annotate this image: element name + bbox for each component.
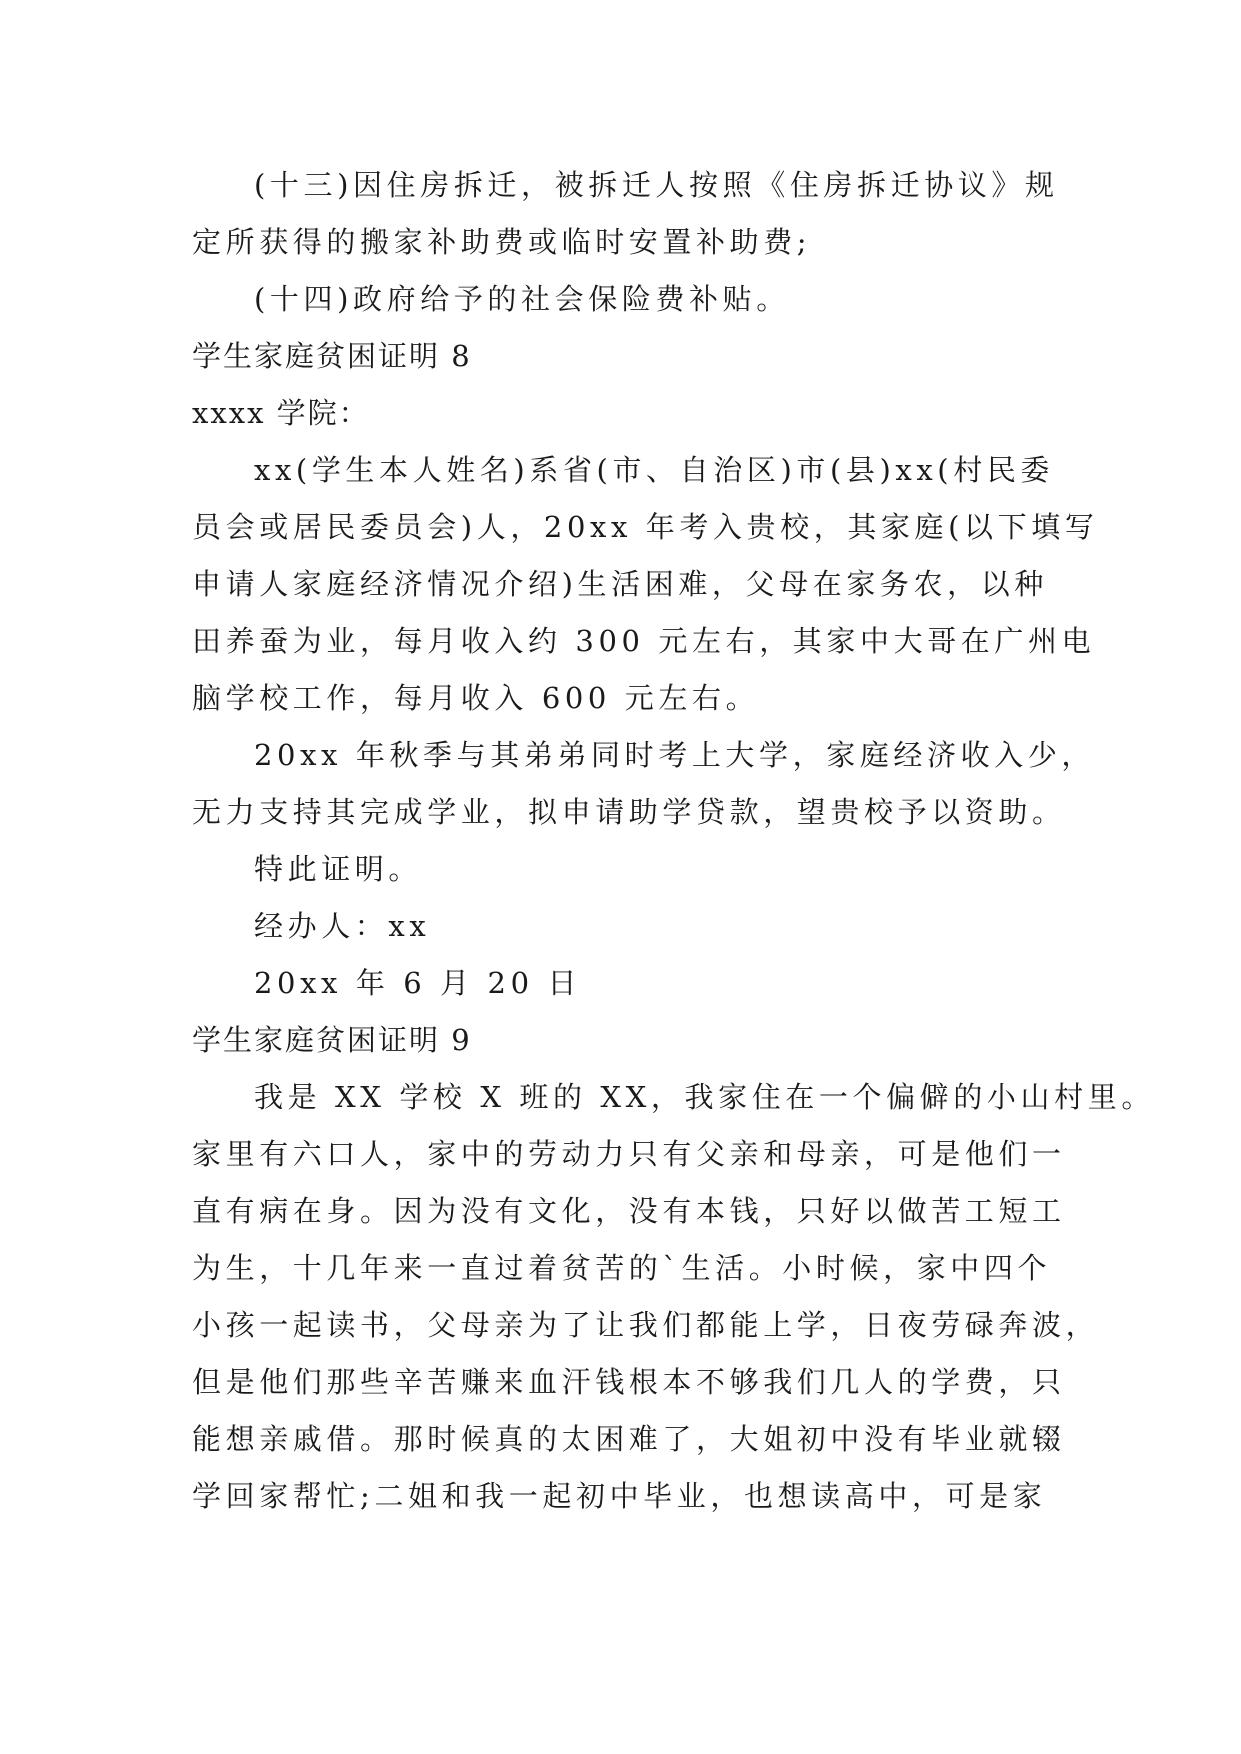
paragraph-line: 家里有六口人，家中的劳动力只有父亲和母亲，可是他们一	[192, 1137, 1066, 1171]
paragraph-line: 20xx 年秋季与其弟弟同时考上大学，家庭经济收入少，	[254, 738, 1096, 772]
paragraph-line: 申请人家庭经济情况介绍)生活困难，父母在家务农，以种	[192, 567, 1048, 601]
paragraph-line: 定所获得的搬家补助费或临时安置补助费;	[192, 225, 812, 259]
paragraph-line: 学回家帮忙;二姐和我一起初中毕业，也想读高中，可是家	[192, 1479, 1047, 1513]
closing-line: 特此证明。	[254, 852, 423, 886]
paragraph-line: 为生，十几年来一直过着贫苦的`生活。小时候，家中四个	[192, 1251, 1052, 1285]
paragraph-line: 但是他们那些辛苦赚来血汗钱根本不够我们几人的学费，只	[192, 1365, 1066, 1399]
paragraph-line: 小孩一起读书，父母亲为了让我们都能上学，日夜劳碌奔波，	[192, 1308, 1100, 1342]
paragraph-line: 我是 XX 学校 X 班的 XX，我家住在一个偏僻的小山村里。	[254, 1080, 1155, 1114]
paragraph-line: 脑学校工作，每月收入 600 元左右。	[192, 681, 760, 715]
salutation: xxxx 学院：	[192, 396, 370, 430]
paragraph-line: 直有病在身。因为没有文化，没有本钱，只好以做苦工短工	[192, 1194, 1066, 1228]
date-line: 20xx 年 6 月 20 日	[254, 966, 582, 1000]
signatory-line: 经办人：xx	[254, 909, 431, 943]
paragraph-line: 能想亲戚借。那时候真的太困难了，大姐初中没有毕业就辍	[192, 1422, 1066, 1456]
paragraph-line: 无力支持其完成学业，拟申请助学贷款，望贵校予以资助。	[192, 795, 1066, 829]
paragraph-line: (十四)政府给予的社会保险费补贴。	[254, 282, 790, 316]
section-heading: 学生家庭贫困证明 8	[192, 339, 472, 373]
paragraph-line: 员会或居民委员会)人，20xx 年考入贵校，其家庭(以下填写	[192, 510, 1099, 544]
paragraph-line: (十三)因住房拆迁，被拆迁人按照《住房拆迁协议》规	[254, 168, 1059, 202]
section-heading: 学生家庭贫困证明 9	[192, 1023, 472, 1057]
paragraph-line: xx(学生本人姓名)系省(市、自治区)市(县)xx(村民委	[254, 453, 1055, 487]
paragraph-line: 田养蚕为业，每月收入约 300 元左右，其家中大哥在广州电	[192, 624, 1096, 658]
